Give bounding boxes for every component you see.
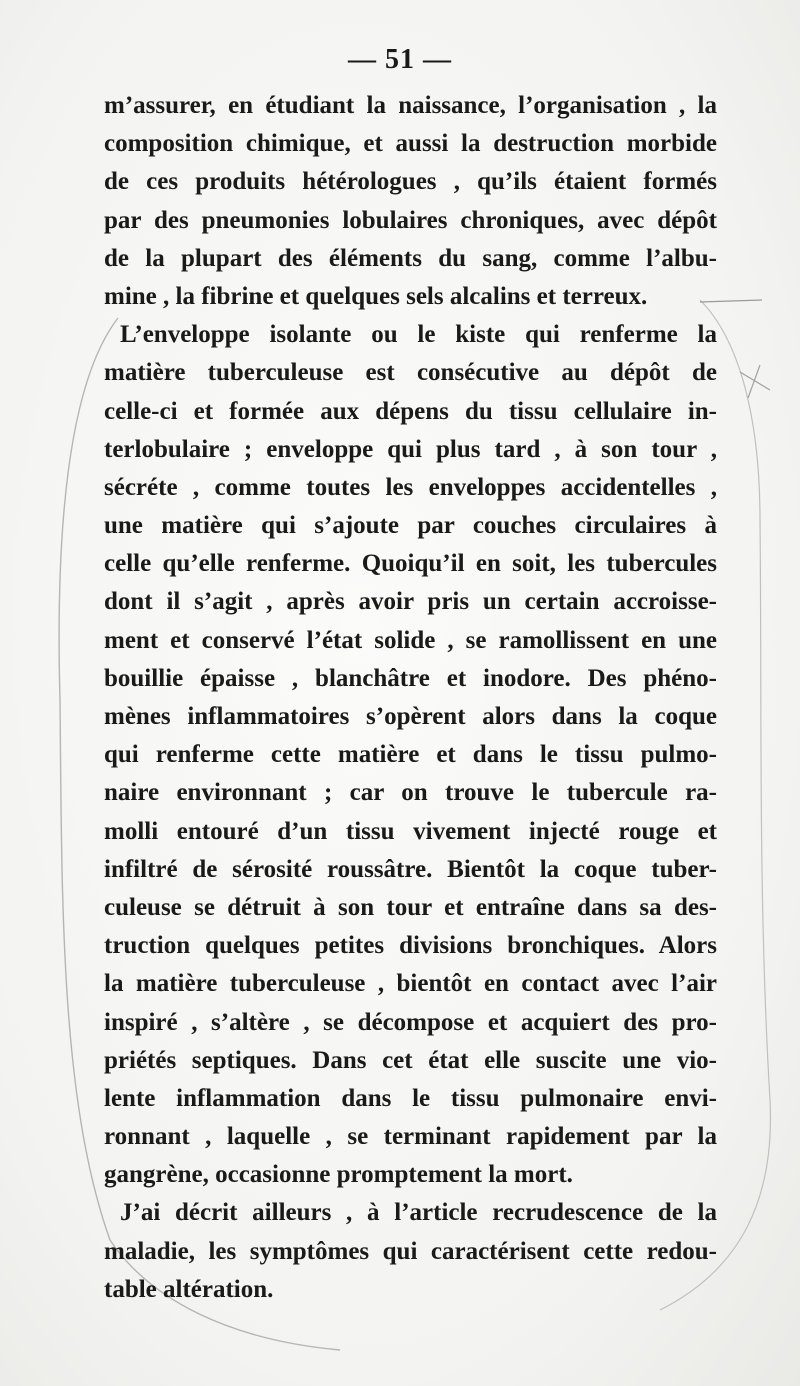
text-line: la matière tuberculeuse , bientôt en contact avec l’air (104, 970, 717, 998)
text-line: terlobulaire ; enveloppe qui plus tard , à son tour , (104, 435, 717, 463)
text-line: naire environnant ; car on trouve le tubercule ra- (104, 779, 717, 807)
text-line: une matière qui s’ajoute par couches circulaires à (104, 512, 717, 540)
text-line: culeuse se détruit à son tour et entraîne dans sa des- (104, 893, 717, 921)
text-line: matière tuberculeuse est consécutive au dépôt de (104, 359, 717, 387)
text-line: priétés septiques. Dans cet état elle suscite une vio- (104, 1046, 717, 1074)
text-line: de ces produits hétérologues , qu’ils étaient formés (104, 168, 717, 196)
page-number: — 51 — (348, 44, 452, 75)
text-line: gangrène, occasionne promptement la mort. (104, 1161, 573, 1189)
text-line: de la plupart des éléments du sang, comme l’albu- (104, 244, 717, 272)
paragraph-start-line: L’enveloppe isolante ou le kiste qui renferme la (120, 321, 717, 349)
text-line: mine , la fibrine et quelques sels alcalins et terreux. (104, 282, 648, 310)
text-line: celle qu’elle renferme. Quoiqu’il en soit, les tubercules (104, 550, 717, 578)
text-line: mènes inflammatoires s’opèrent alors dans la coque (104, 703, 717, 730)
text-line: maladie, les symptômes qui caractérisent cette redou- (104, 1237, 717, 1265)
text-line: bouillie épaisse , blanchâtre et inodore. Des phéno- (104, 664, 717, 692)
text-line: ment et conservé l’état solide , se ramollissent en une (104, 626, 717, 654)
text-line: celle-ci et formée aux dépens du tissu cellulaire in- (104, 397, 717, 425)
text-line: infiltré de sérosité roussâtre. Bientôt la coque tuber- (104, 855, 717, 883)
text-line: m’assurer, en étudiant la naissance, l’organisation , la (104, 92, 717, 119)
text-line: par des pneumonies lobulaires chroniques, avec dépôt (104, 206, 717, 234)
paragraph-start-line: J’ai décrit ailleurs , à l’article recrudescence de la (120, 1199, 717, 1227)
text-line: ronnant , laquelle , se terminant rapidement par la (104, 1123, 717, 1151)
text-line: truction quelques petites divisions bronchiques. Alors (104, 932, 717, 960)
text-line: molli entouré d’un tissu vivement injecté rouge et (104, 817, 717, 845)
text-line: sécréte , comme toutes les enveloppes accidentelles , (104, 473, 717, 501)
text-line: qui renferme cette matière et dans le tissu pulmo- (104, 741, 717, 769)
text-line: dont il s’agit , après avoir pris un certain accroisse- (104, 588, 717, 616)
text-line: composition chimique, et aussi la destruction morbide (104, 130, 717, 158)
text-line: lente inflammation dans le tissu pulmonaire envi- (104, 1084, 717, 1112)
pencil-cross (740, 365, 770, 398)
body-text (104, 87, 717, 1309)
text-line: inspiré , s’altère , se décompose et acquiert des pro- (104, 1008, 717, 1036)
text-line: table altération. (104, 1275, 274, 1303)
